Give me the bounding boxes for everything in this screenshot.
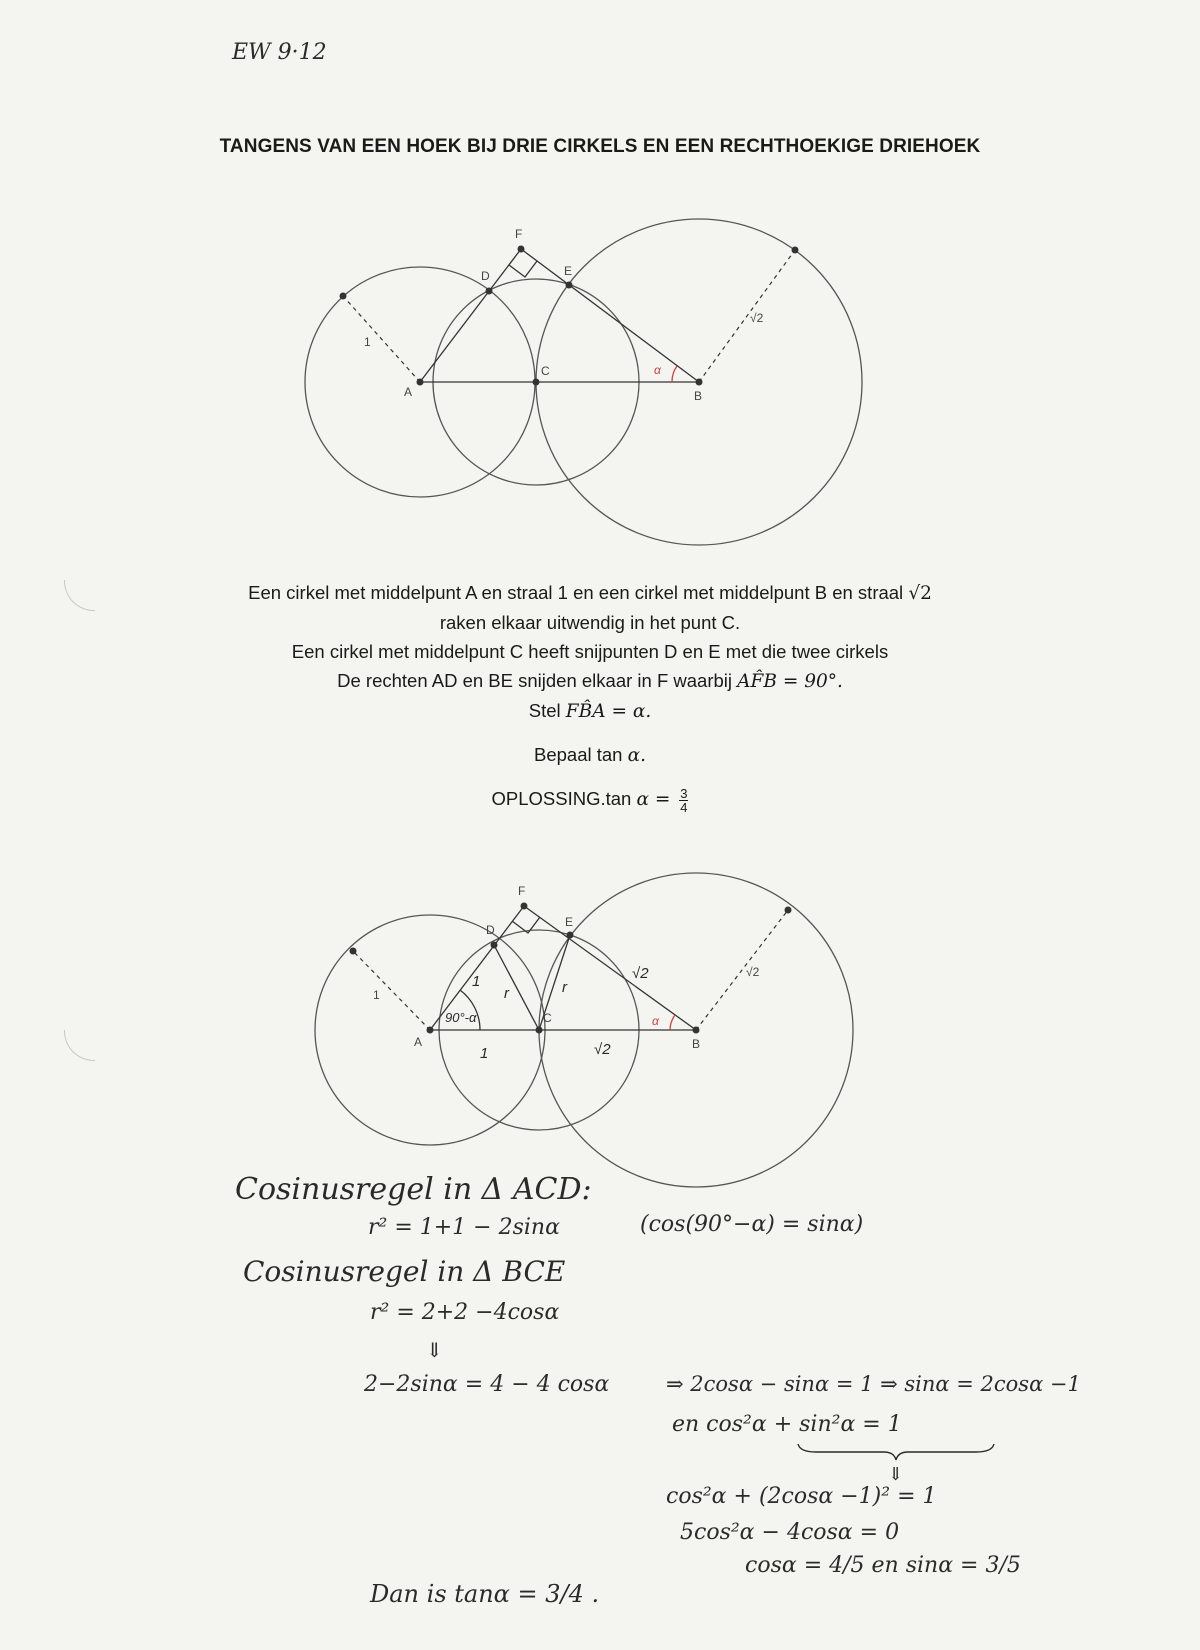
hw-line-1: Cosinusregel in Δ ACD: (235, 1172, 592, 1207)
radius-b-2 (696, 910, 788, 1030)
hw-line-7: cos²α + (2cosα −1)² = 1 (666, 1484, 937, 1509)
label-d: D (481, 269, 490, 283)
label-a: A (404, 385, 413, 399)
annot-ce: r (562, 979, 567, 996)
point-r2-2 (785, 907, 792, 914)
problem-line-1: Een cirkel met middelpunt A en straal 1 en een cirkel met middelpunt B en straal √2 (248, 582, 932, 604)
point-c (533, 379, 540, 386)
label-radius-1-2: 1 (373, 988, 380, 1002)
label-alpha-2: α (652, 1014, 659, 1028)
point-f (518, 246, 525, 253)
point-a (417, 379, 424, 386)
problem-line-3: Een cirkel met middelpunt C heeft snijpunten D en E met die twee cirkels (291, 641, 889, 662)
figure-2 (0, 820, 1200, 1200)
problem-line-5: Stel FB̂A = α. (528, 700, 652, 722)
problem-statement (0, 578, 1180, 814)
annot-cb: √2 (594, 1041, 611, 1058)
annot-ad: 1 (472, 973, 481, 990)
label-e: E (564, 264, 573, 278)
hw-arrow-2: ⇓ (888, 1464, 904, 1485)
hw-line-5b: ⇒ 2cosα − sinα = 1 ⇒ sinα = 2cosα −1 (666, 1372, 1081, 1396)
radius-b (699, 250, 795, 382)
label-alpha-1: α (654, 363, 661, 377)
hw-line-4: r² = 2+2 −4cosα (370, 1300, 560, 1325)
label-c: C (541, 364, 550, 378)
label-radius-1: 1 (364, 335, 371, 349)
point-b-2 (693, 1027, 700, 1034)
line-bf (521, 249, 699, 382)
hw-line-5: 2−2sinα = 4 − 4 cosα (364, 1372, 610, 1397)
hw-line-2: r² = 1+1 − 2sinα (368, 1215, 560, 1240)
radius-a-2 (353, 951, 430, 1030)
alpha-arc-1 (672, 366, 677, 382)
hw-line-3: Cosinusregel in Δ BCE (243, 1255, 566, 1288)
label-a-2: A (414, 1035, 423, 1049)
hw-line-2b: (cos(90°−α) = sinα) (640, 1212, 864, 1237)
label-b-2: B (692, 1037, 701, 1051)
label-f-2: F (518, 884, 526, 898)
right-angle-mark (509, 261, 537, 277)
annot-dc: r (504, 985, 509, 1002)
point-f-2 (521, 903, 528, 910)
point-r1 (340, 293, 347, 300)
point-c-2 (536, 1027, 543, 1034)
point-d-2 (491, 942, 498, 949)
label-radius-sqrt2-2: √2 (746, 965, 760, 979)
page-title: TANGENS VAN EEN HOEK BIJ DRIE CIRKELS EN EEN RECHTHOEKIGE DRIEHOEK (219, 136, 981, 157)
problem-solution: OPLOSSING.tan α = $\frac{3}{4}$ (491, 785, 688, 815)
annot-angle-a: 90°-α (445, 1010, 477, 1025)
solution-fraction: $\frac{3}{4}$ (680, 785, 688, 815)
label-d-2: D (486, 923, 495, 937)
label-e-2: E (565, 915, 574, 929)
hw-line-8: 5cos²α − 4cosα = 0 (680, 1520, 900, 1545)
annot-ac: 1 (480, 1045, 489, 1062)
segment-dc (494, 945, 539, 1030)
radius-a (343, 296, 420, 382)
point-a-2 (427, 1027, 434, 1034)
header-note: EW 9·12 (232, 40, 327, 65)
alpha-arc-2 (670, 1015, 675, 1030)
hw-line-9: cosα = 4/5 en sinα = 3/5 (745, 1553, 1021, 1578)
problem-question: Bepaal tan α. (534, 744, 646, 766)
hw-line-6: en cos²α + sin²α = 1 (672, 1412, 902, 1437)
annot-eb: √2 (632, 965, 649, 982)
problem-line-4: De rechten AD en BE snijden elkaar in F waarbij AF̂B = 90°. (337, 670, 843, 692)
hw-arrow-1: ⇓ (426, 1338, 443, 1362)
label-b: B (694, 389, 703, 403)
label-f: F (515, 227, 523, 241)
label-c-2: C (543, 1011, 552, 1025)
figure-1 (0, 0, 1200, 560)
point-e (566, 282, 573, 289)
line-af (420, 249, 521, 382)
point-b (696, 379, 703, 386)
point-d (486, 288, 493, 295)
label-radius-sqrt2: √2 (750, 311, 764, 325)
point-r2 (792, 247, 799, 254)
hw-line-10: Dan is tanα = 3/4 . (370, 1580, 600, 1608)
point-r1-2 (350, 948, 357, 955)
problem-line-2: raken elkaar uitwendig in het punt C. (439, 612, 741, 633)
underbrace (796, 1440, 996, 1464)
point-e-2 (567, 932, 574, 939)
